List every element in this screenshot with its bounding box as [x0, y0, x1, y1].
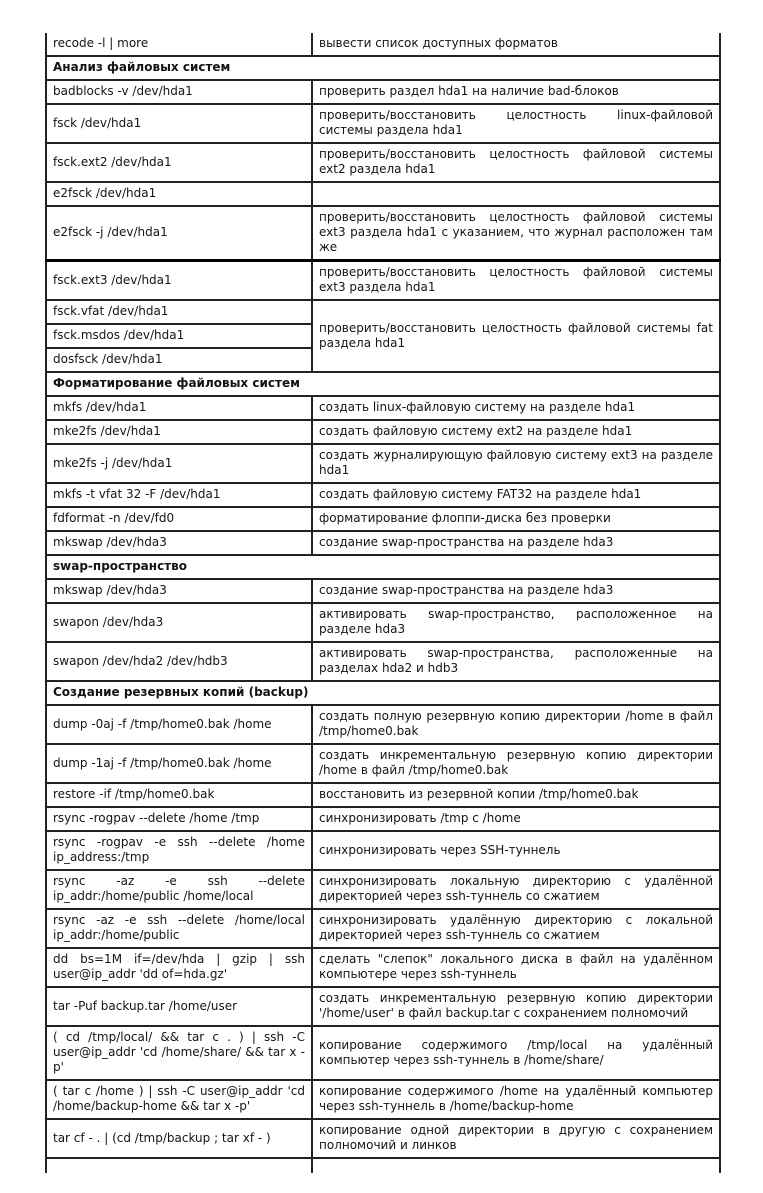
command-cell: badblocks -v /dev/hda1	[46, 80, 312, 104]
command-cell: rsync -az -e ssh --delete ip_addr:/home/public /home/local	[46, 870, 312, 909]
section-title: Создание резервных копий (backup)	[46, 681, 720, 705]
description-cell: сделать "слепок" локального диска в файл на удалённом компьютере через ssh-туннель	[312, 948, 720, 987]
table-row	[46, 300, 720, 324]
description-cell: создать инкрементальную резервную копию директории /home в файл /tmp/home0.bak	[312, 744, 720, 783]
command-cell: mkfs -t vfat 32 -F /dev/hda1	[46, 483, 312, 507]
table-row	[46, 1119, 720, 1158]
section-title: swap-пространство	[46, 555, 720, 579]
section-header-row	[46, 555, 720, 579]
description-cell: создать linux-файловую систему на разделе hda1	[312, 396, 720, 420]
description-cell: проверить/восстановить целостность linux-файловой системы раздела hda1	[312, 104, 720, 143]
description-cell: синхронизировать /tmp с /home	[312, 807, 720, 831]
description-cell: проверить/восстановить целостность файловой системы fat раздела hda1	[312, 300, 720, 372]
description-cell	[312, 182, 720, 206]
table-row	[46, 483, 720, 507]
command-cell: mkswap /dev/hda3	[46, 531, 312, 555]
description-cell: создать полную резервную копию директории /home в файл /tmp/home0.bak	[312, 705, 720, 744]
command-cell: fsck.ext3 /dev/hda1	[46, 261, 312, 301]
description-cell: активировать swap-пространства, расположенные на разделах hda2 и hdb3	[312, 642, 720, 681]
command-cell: fsck.ext2 /dev/hda1	[46, 143, 312, 182]
table-body	[46, 33, 720, 1173]
description-cell: форматирование флоппи-диска без проверки	[312, 507, 720, 531]
table-row	[46, 33, 720, 56]
table-row	[46, 987, 720, 1026]
table-row	[46, 870, 720, 909]
description-cell: создание swap-пространства на разделе hda3	[312, 579, 720, 603]
command-cell: mkswap /dev/hda3	[46, 579, 312, 603]
section-header-row	[46, 372, 720, 396]
command-cell: rsync -rogpav -e ssh --delete /home ip_address:/tmp	[46, 831, 312, 870]
section-title: Форматирование файловых систем	[46, 372, 720, 396]
command-cell: e2fsck /dev/hda1	[46, 182, 312, 206]
table-row	[46, 1026, 720, 1080]
command-cell: recode -l | more	[46, 33, 312, 56]
description-cell: создание swap-пространства на разделе hda3	[312, 531, 720, 555]
description-cell: создать файловую систему ext2 на разделе hda1	[312, 420, 720, 444]
table-row	[46, 948, 720, 987]
table-row	[46, 705, 720, 744]
table-row	[46, 80, 720, 104]
table-row	[46, 206, 720, 261]
description-cell: копирование одной директории в другую с сохранением полномочий и линков	[312, 1119, 720, 1158]
table-row	[46, 420, 720, 444]
section-title: Анализ файловых систем	[46, 56, 720, 80]
table-row	[46, 603, 720, 642]
command-cell: dosfsck /dev/hda1	[46, 348, 312, 372]
command-cell: fsck.msdos /dev/hda1	[46, 324, 312, 348]
description-cell: проверить/восстановить целостность файловой системы ext3 раздела hda1	[312, 261, 720, 301]
table-row	[46, 909, 720, 948]
description-cell	[312, 1158, 720, 1173]
table-row	[46, 579, 720, 603]
command-cell: mkfs /dev/hda1	[46, 396, 312, 420]
command-cell: fsck.vfat /dev/hda1	[46, 300, 312, 324]
command-cell: rsync -rogpav --delete /home /tmp	[46, 807, 312, 831]
table-row	[46, 1080, 720, 1119]
description-cell: проверить раздел hda1 на наличие bad-блоков	[312, 80, 720, 104]
command-cell: mke2fs -j /dev/hda1	[46, 444, 312, 483]
table-row	[46, 642, 720, 681]
description-cell: проверить/восстановить целостность файловой системы ext2 раздела hda1	[312, 143, 720, 182]
command-cell: dd bs=1M if=/dev/hda | gzip | ssh user@ip_addr 'dd of=hda.gz'	[46, 948, 312, 987]
command-cell: swapon /dev/hda3	[46, 603, 312, 642]
description-cell: копирование содержимого /home на удалённый компьютер через ssh-туннель в /home/backup-home	[312, 1080, 720, 1119]
command-cell: dump -0aj -f /tmp/home0.bak /home	[46, 705, 312, 744]
section-header-row	[46, 681, 720, 705]
description-cell: копирование содержимого /tmp/local на удалённый компьютер через ssh-туннель в /home/share/	[312, 1026, 720, 1080]
description-cell: создать файловую систему FAT32 на разделе hda1	[312, 483, 720, 507]
table-row	[46, 807, 720, 831]
command-cell: tar cf - . | (cd /tmp/backup ; tar xf - )	[46, 1119, 312, 1158]
command-cell: ( tar c /home ) | ssh -C user@ip_addr 'cd /home/backup-home && tar x -p'	[46, 1080, 312, 1119]
command-cell: swapon /dev/hda2 /dev/hdb3	[46, 642, 312, 681]
commands-table	[45, 33, 721, 1173]
table-row	[46, 531, 720, 555]
description-cell: вывести список доступных форматов	[312, 33, 720, 56]
description-cell: создать журналирующую файловую систему ext3 на разделе hda1	[312, 444, 720, 483]
command-cell: mke2fs /dev/hda1	[46, 420, 312, 444]
description-cell: синхронизировать локальную директорию с удалённой директорией через ssh-туннель со сжатием	[312, 870, 720, 909]
section-header-row	[46, 56, 720, 80]
command-cell: tar -Puf backup.tar /home/user	[46, 987, 312, 1026]
description-cell: проверить/восстановить целостность файловой системы ext3 раздела hda1 с указанием, что журнал расположен там же	[312, 206, 720, 261]
table-row	[46, 744, 720, 783]
table-row	[46, 783, 720, 807]
command-cell: ( cd /tmp/local/ && tar c . ) | ssh -C user@ip_addr 'cd /home/share/ && tar x -p'	[46, 1026, 312, 1080]
command-cell: restore -if /tmp/home0.bak	[46, 783, 312, 807]
command-cell: dump -1aj -f /tmp/home0.bak /home	[46, 744, 312, 783]
description-cell: создать инкрементальную резервную копию директории '/home/user' в файл backup.tar с сохранением полномочий	[312, 987, 720, 1026]
description-cell: активировать swap-пространство, расположенное на разделе hda3	[312, 603, 720, 642]
command-cell: rsync -az -e ssh --delete /home/local ip_addr:/home/public	[46, 909, 312, 948]
command-cell	[46, 1158, 312, 1173]
description-cell: восстановить из резервной копии /tmp/home0.bak	[312, 783, 720, 807]
table-row	[46, 444, 720, 483]
description-cell: синхронизировать удалённую директорию с локальной директорией через ssh-туннель со сжатием	[312, 909, 720, 948]
command-cell: fsck /dev/hda1	[46, 104, 312, 143]
table-row-cutoff	[46, 1158, 720, 1173]
command-cell: fdformat -n /dev/fd0	[46, 507, 312, 531]
table-row	[46, 261, 720, 301]
command-cell: e2fsck -j /dev/hda1	[46, 206, 312, 261]
table-row	[46, 182, 720, 206]
table-row	[46, 507, 720, 531]
table-row	[46, 396, 720, 420]
table-row	[46, 143, 720, 182]
description-cell: синхронизировать через SSH-туннель	[312, 831, 720, 870]
table-row	[46, 831, 720, 870]
table-row	[46, 104, 720, 143]
